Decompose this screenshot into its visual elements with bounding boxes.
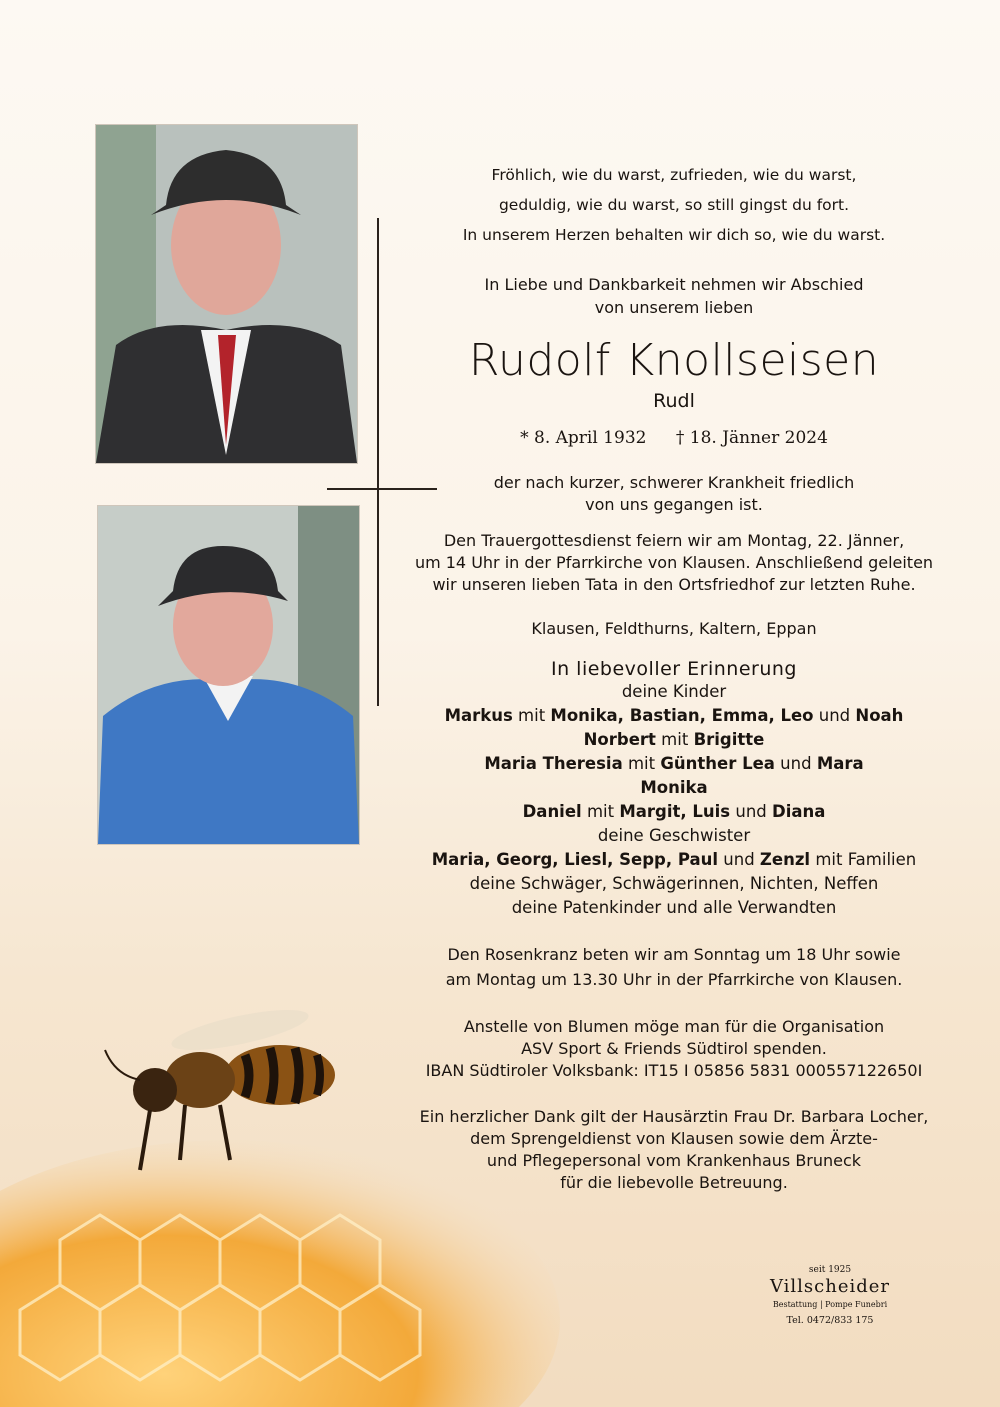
obituary-text xyxy=(400,160,948,1194)
iban-line: IBAN Südtiroler Volksbank: IT15 I 05856 5831 000557122650I xyxy=(425,1061,923,1080)
poem-line: geduldig, wie du warst, so still gingst du fort. xyxy=(498,196,850,214)
logo-phone: Tel. 0472/833 175 xyxy=(786,1315,874,1326)
children-line xyxy=(400,776,948,800)
connector-text: und xyxy=(774,754,817,773)
passing-line: der nach kurzer, schwerer Krankheit friedlich xyxy=(493,473,855,492)
family-name: Monika, Bastian, Emma, Leo xyxy=(550,706,814,725)
relatives xyxy=(400,872,948,920)
connector-text: mit Familien xyxy=(810,850,917,869)
cross-vertical xyxy=(377,218,379,706)
connector-text: mit xyxy=(622,754,661,773)
service-text xyxy=(400,530,948,596)
family-name: Monika xyxy=(640,778,708,797)
family-name: Norbert xyxy=(583,730,656,749)
service-line: um 14 Uhr in der Pfarrkirche von Klausen. Anschließend geleiten xyxy=(414,553,934,572)
children-list xyxy=(400,704,948,824)
family-name: Diana xyxy=(772,802,826,821)
poem-line: Fröhlich, wie du warst, zufrieden, wie du warst, xyxy=(491,166,857,184)
siblings-label: deine Geschwister xyxy=(597,826,751,845)
family-name: Daniel xyxy=(522,802,582,821)
donation-line: ASV Sport & Friends Südtirol spenden. xyxy=(521,1039,827,1058)
relatives-line: deine Schwäger, Schwägerinnen, Nichten, Neffen xyxy=(469,874,879,893)
intro-line: von unserem lieben xyxy=(594,298,754,317)
places: Klausen, Feldthurns, Kaltern, Eppan xyxy=(531,619,817,638)
poem xyxy=(400,160,948,250)
thanks-line: Ein herzlicher Dank gilt der Hausärztin Frau Dr. Barbara Locher, xyxy=(419,1107,929,1126)
portrait-photo-2 xyxy=(97,505,360,845)
birth-date: * 8. April 1932 xyxy=(520,428,647,448)
children-line xyxy=(400,800,948,824)
family-name: Brigitte xyxy=(693,730,765,749)
intro xyxy=(400,273,948,319)
rosary-line: am Montag um 13.30 Uhr in der Pfarrkirche von Klausen. xyxy=(445,970,903,989)
intro-line: In Liebe und Dankbarkeit nehmen wir Abschied xyxy=(484,275,864,294)
rosary-line: Den Rosenkranz beten wir am Sonntag um 18 Uhr sowie xyxy=(447,945,901,964)
connector-text: mit xyxy=(655,730,694,749)
service-line: Den Trauergottesdienst feiern wir am Montag, 22. Jänner, xyxy=(443,531,905,550)
connector-text: und xyxy=(730,802,773,821)
family-name: Markus xyxy=(444,706,513,725)
remembrance-heading: In liebevoller Erinnerung xyxy=(551,658,797,680)
connector-text: mit xyxy=(581,802,620,821)
children-line xyxy=(400,728,948,752)
relatives-line: deine Patenkinder und alle Verwandten xyxy=(511,898,837,917)
thanks-line: dem Sprengeldienst von Klausen sowie dem Ärzte- xyxy=(470,1129,878,1148)
dates xyxy=(400,428,948,448)
family-name: Maria Theresia xyxy=(484,754,623,773)
connector-text: und xyxy=(813,706,856,725)
death-date: † 18. Jänner 2024 xyxy=(675,428,828,448)
children-line xyxy=(400,752,948,776)
logo-sub: Bestattung | Pompe Funebri xyxy=(772,1300,888,1309)
family-name: Günther Lea xyxy=(660,754,775,773)
nickname: Rudl xyxy=(653,390,695,412)
thanks-line: und Pflegepersonal vom Krankenhaus Bruneck xyxy=(486,1151,862,1170)
donation-text xyxy=(400,1016,948,1082)
family-name: Maria, Georg, Liesl, Sepp, Paul xyxy=(431,850,719,869)
funeral-home-logo xyxy=(735,1265,925,1326)
family-name: Noah xyxy=(855,706,904,725)
poem-line: In unserem Herzen behalten wir dich so, wie du warst. xyxy=(462,226,886,244)
family-name: Margit, Luis xyxy=(619,802,731,821)
siblings-line xyxy=(400,848,948,872)
service-line: wir unseren lieben Tata in den Ortsfriedhof zur letzten Ruhe. xyxy=(432,575,916,594)
connector-text: und xyxy=(718,850,760,869)
children-line xyxy=(400,704,948,728)
connector-text: mit xyxy=(512,706,551,725)
passing-line: von uns gegangen ist. xyxy=(585,495,763,514)
thanks-line: für die liebevolle Betreuung. xyxy=(560,1173,788,1192)
thanks-text xyxy=(400,1106,948,1194)
logo-since: seit 1925 xyxy=(808,1265,852,1275)
children-label: deine Kinder xyxy=(621,682,727,701)
portrait-photo-1 xyxy=(95,124,358,464)
rosary-text xyxy=(400,942,948,992)
family-name: Zenzl xyxy=(759,850,811,869)
siblings-names xyxy=(400,848,948,872)
passing-text xyxy=(400,472,948,516)
donation-line: Anstelle von Blumen möge man für die Organisation xyxy=(463,1017,885,1036)
family-name: Mara xyxy=(816,754,864,773)
deceased-name: Rudolf Knollseisen xyxy=(468,335,880,386)
logo-brand: Villscheider xyxy=(769,1276,891,1297)
